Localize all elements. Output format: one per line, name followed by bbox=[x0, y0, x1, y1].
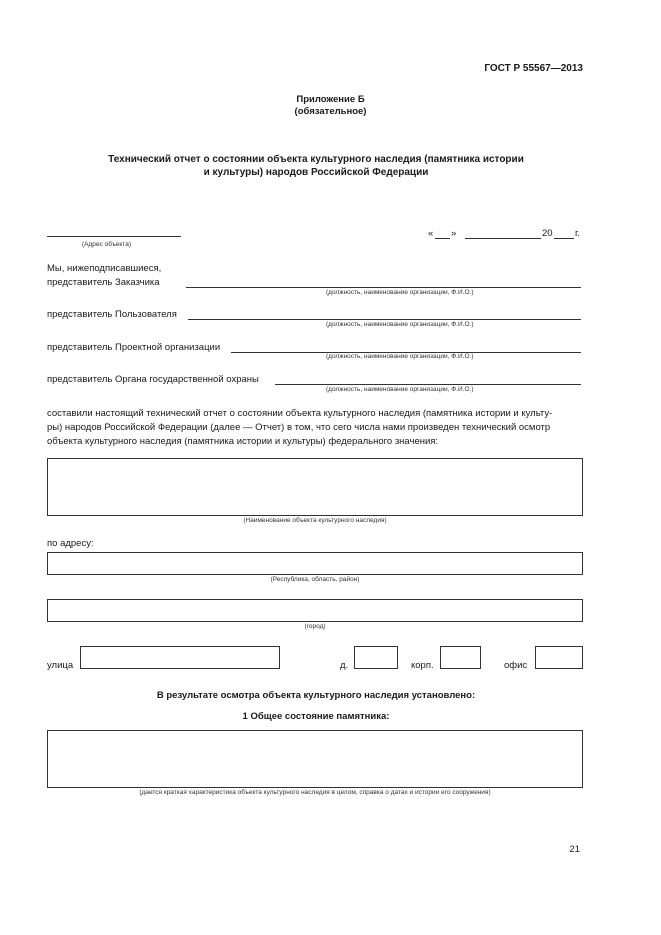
appendix-subtitle: (обязательное) bbox=[294, 106, 367, 117]
customer-field[interactable] bbox=[186, 287, 581, 288]
appendix-title: Приложение Б bbox=[296, 94, 365, 105]
object-name-input[interactable] bbox=[47, 458, 583, 516]
date-year-prefix: 20 bbox=[542, 228, 553, 239]
address-label: по адресу: bbox=[47, 538, 94, 549]
city-caption: (город) bbox=[304, 623, 326, 630]
state-protection-field[interactable] bbox=[275, 384, 581, 385]
state-protection-caption: (должность, наименование организации, Ф.И.О.) bbox=[326, 386, 474, 393]
house-label: д. bbox=[340, 660, 349, 671]
office-label: офис bbox=[504, 660, 528, 671]
building-label: корп. bbox=[411, 660, 434, 671]
building-input[interactable] bbox=[440, 646, 481, 669]
user-label: представитель Пользователя bbox=[47, 309, 177, 320]
region-caption: (Республика, область, район) bbox=[270, 576, 360, 583]
object-address-caption: (Адрес объекта) bbox=[82, 241, 131, 248]
date-month-field[interactable] bbox=[465, 238, 541, 239]
city-input[interactable] bbox=[47, 599, 583, 622]
customer-label: представитель Заказчика bbox=[47, 277, 160, 288]
date-day-field[interactable] bbox=[435, 238, 450, 239]
user-field[interactable] bbox=[188, 319, 581, 320]
statement-line2: ры) народов Российской Федерации (далее — Отчет) в том, что сего числа нами произведен технический осмотр bbox=[47, 422, 551, 433]
signers-intro: Мы, нижеподписавшиеся, bbox=[47, 263, 162, 274]
date-quote-open: « bbox=[428, 228, 434, 239]
result-title: В результате осмотра объекта культурного наследия установлено: bbox=[156, 690, 476, 701]
statement-line1: составили настоящий технический отчет о состоянии объекта культурного наследия (памятника истории и культу- bbox=[47, 408, 553, 419]
page-number: 21 bbox=[569, 844, 580, 855]
customer-caption: (должность, наименование организации, Ф.И.О.) bbox=[326, 289, 474, 296]
design-org-label: представитель Проектной организации bbox=[47, 342, 221, 353]
date-year-suffix: г. bbox=[575, 228, 580, 239]
object-address-field[interactable] bbox=[47, 236, 181, 237]
date-quote-close: » bbox=[451, 228, 457, 239]
house-input[interactable] bbox=[354, 646, 398, 669]
section1-title: 1 Общее состояние памятника: bbox=[242, 711, 390, 722]
date-year-field[interactable] bbox=[554, 238, 574, 239]
state-protection-label: представитель Органа государственной охраны bbox=[47, 374, 259, 385]
standard-number: ГОСТ Р 55567—2013 bbox=[484, 63, 583, 74]
general-condition-input[interactable] bbox=[47, 730, 583, 788]
street-input[interactable] bbox=[80, 646, 280, 669]
user-caption: (должность, наименование организации, Ф.И.О.) bbox=[326, 321, 474, 328]
object-name-caption: (Наименование объекта культурного наследия) bbox=[243, 517, 387, 524]
street-label: улица bbox=[47, 660, 74, 671]
general-condition-caption: (дается краткая характеристика объекта культурного наследия в целом, справка о датах и истории его сооружения) bbox=[139, 789, 491, 796]
report-title-line1: Технический отчет о состоянии объекта культурного наследия (памятника истории bbox=[108, 154, 524, 165]
design-org-caption: (должность, наименование организации, Ф.И.О.) bbox=[326, 353, 474, 360]
region-input[interactable] bbox=[47, 552, 583, 575]
statement-line3: объекта культурного наследия (памятника истории и культуры) федерального значения: bbox=[47, 436, 439, 447]
report-title-line2: и культуры) народов Российской Федерации bbox=[203, 167, 429, 178]
office-input[interactable] bbox=[535, 646, 583, 669]
